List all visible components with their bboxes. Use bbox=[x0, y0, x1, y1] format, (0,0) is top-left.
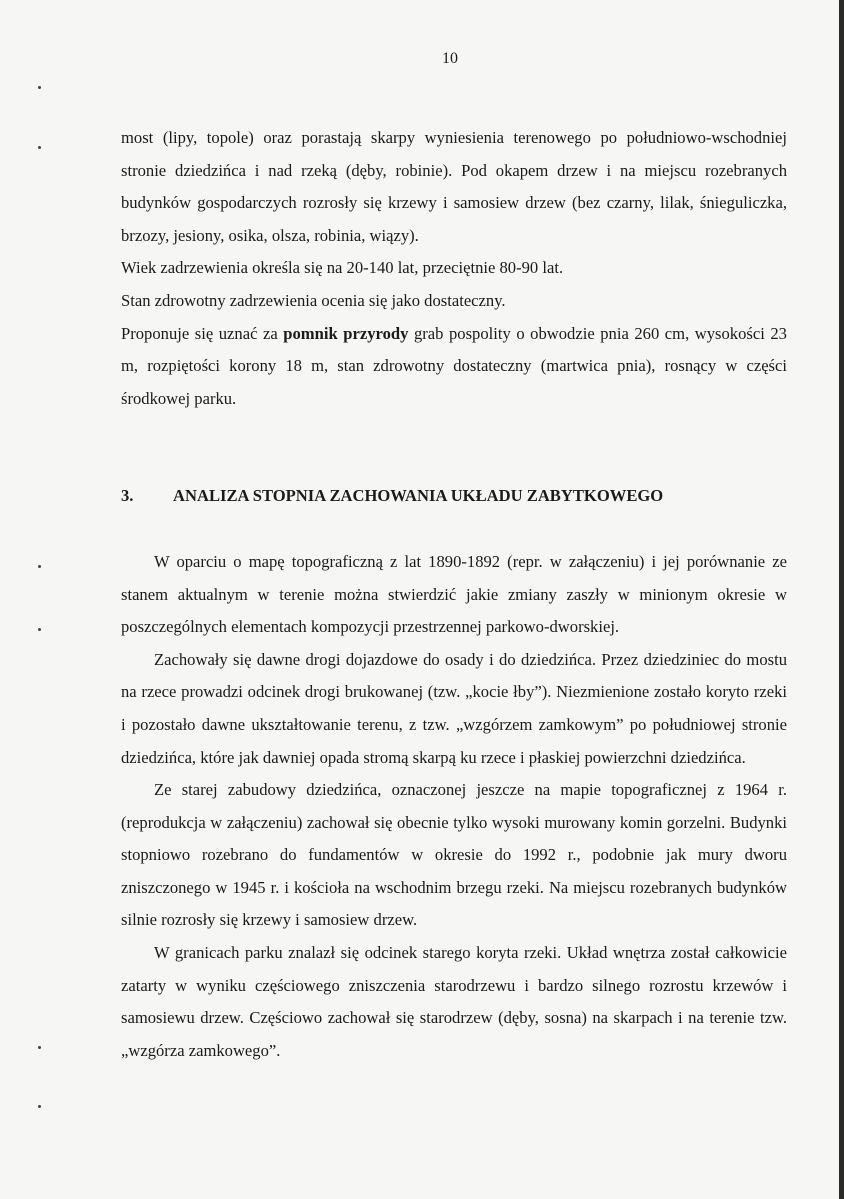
document-body bbox=[121, 122, 787, 1067]
paragraph: W oparciu o mapę topograficzną z lat 1890-1892 (repr. w załączeniu) i jej porównanie ze stanem aktualnym w terenie można stwierdzić jakie zmiany zaszły w minionym okresie w poszczególnych elementach kompozycji przestrzennej parkowo-dworskiej. bbox=[121, 551, 787, 637]
paragraph bbox=[121, 318, 787, 416]
paragraph-text: grab pospolity o obwodzie pnia 260 cm, wysokości 23 m, rozpiętości korony 18 m, stan zdrowotny dostateczny (martwica pnia), rosnący w części środkowej parku. bbox=[121, 323, 787, 408]
section-number: 3. bbox=[121, 486, 134, 506]
paragraph: Zachowały się dawne drogi dojazdowe do osady i do dziedzińca. Przez dziedziniec do mostu na rzece prowadzi odcinek drogi brukowanej (tzw. „kocie łby”). Niezmienione zostało koryto rzeki i pozostało dawne ukształtowanie terenu, z tzw. „wzgórzem zamkowym” po południowej stronie dziedzińca, które jak dawniej opada stromą skarpą ku rzece i płaskiej powierzchni dziedzińca. bbox=[121, 649, 787, 767]
scan-speck bbox=[38, 146, 41, 149]
page-number: 10 bbox=[442, 50, 458, 67]
scan-speck bbox=[38, 86, 41, 89]
paragraph: most (lipy, topole) oraz porastają skarpy wyniesienia terenowego po południowo-wschodniej stronie dziedzińca i nad rzeką (dęby, robinie). Pod okapem drzew i na miejscu rozebranych budynków gospodarczych rozrosły się krzewy i samosiew drzew (bez czarny, lilak, śnieguliczka, brzozy, jesiony, osika, olsza, robinia, wiązy). bbox=[121, 128, 787, 245]
paragraph: Wiek zadrzewienia określa się na 20-140 lat, przeciętnie 80-90 lat. bbox=[121, 258, 564, 278]
bold-term: pomnik przyrody bbox=[283, 323, 409, 343]
spacer bbox=[121, 513, 787, 546]
scan-speck bbox=[38, 565, 41, 568]
section-heading bbox=[121, 480, 787, 513]
scan-speck bbox=[38, 1046, 41, 1049]
scan-speck bbox=[38, 1105, 41, 1108]
section-title: ANALIZA STOPNIA ZACHOWANIA UKŁADU ZABYTKOWEGO bbox=[173, 486, 664, 506]
paragraph: Ze starej zabudowy dziedzińca, oznaczonej jeszcze na mapie topograficznej z 1964 r. (reprodukcja w załączeniu) zachował się obecnie tylko wysoki murowany komin gorzelni. Budynki stopniowo rozebrano do fundamentów w okresie do 1992 r., podobnie jak mury dworu zniszczonego w 1945 r. i kościoła na wschodnim brzegu rzeki. Na miejscu rozebranych budynków silnie rozrosły się krzewy i samosiew drzew. bbox=[121, 780, 787, 930]
paragraph: W granicach parku znalazł się odcinek starego koryta rzeki. Układ wnętrza został całkowicie zatarty w wyniku częściowego zniszczenia starodrzewu i bardzo silnego rozrostu krzewów i samosiewu drzew. Częściowo zachował się starodrzew (dęby, sosna) na skarpach i na terenie tzw. „wzgórza zamkowego”. bbox=[121, 943, 787, 1060]
paragraph: Stan zdrowotny zadrzewienia ocenia się jako dostateczny. bbox=[121, 290, 506, 310]
scan-edge bbox=[839, 0, 844, 1199]
scan-speck bbox=[38, 628, 41, 631]
spacer bbox=[121, 415, 787, 480]
paragraph-text: Proponuje się uznać za bbox=[121, 323, 284, 343]
